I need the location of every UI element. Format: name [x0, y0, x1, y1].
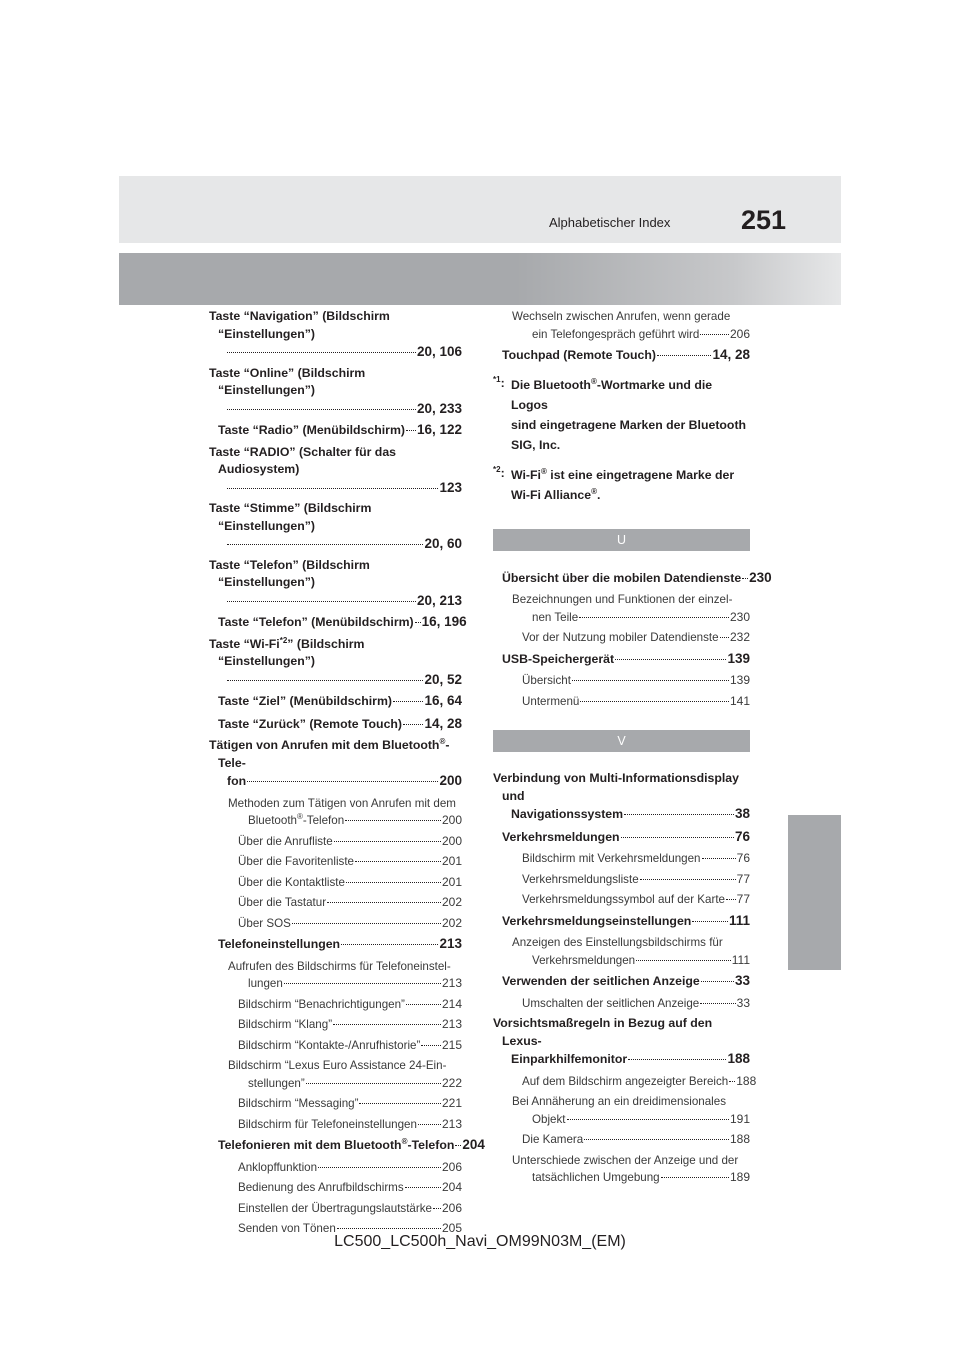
index-entry[interactable]: Taste “Stimme” (Bildschirm “Einstellungen”) 20, 60 [209, 501, 462, 551]
index-subentry[interactable]: Über die Kontaktliste 201 [238, 874, 462, 889]
header-gradient-band [119, 253, 841, 305]
footnote: $^{*2}$: Wi-Fi® ist eine eingetragene Marke der Wi-Fi Alliance®. [493, 464, 735, 502]
chapter-thumb-tab [788, 815, 841, 970]
index-subentry[interactable]: Bildschirm “Messaging” 221 [238, 1096, 462, 1110]
index-subentry[interactable]: Über SOS 202 [238, 915, 462, 930]
footnote: $^{*1}$: Die Bluetooth®-Wortmarke und die Logos sind eingetragene Marken der Bluetooth SIG, Inc. [493, 374, 747, 452]
index-subentry[interactable]: Bildschirm “Lexus Euro Assistance 24-Ein- stellungen” 222 [228, 1059, 462, 1090]
index-subentry[interactable]: Bezeichnungen und Funktionen der einzel- nen Teile 230 [512, 593, 750, 624]
index-entry[interactable]: Taste “Zurück” (Remote Touch) 14, 28 [218, 715, 462, 731]
index-subentry[interactable]: Bildschirm “Klang” 213 [238, 1017, 462, 1031]
index-column-left [209, 308, 485, 1241]
index-column-right [493, 308, 772, 1190]
index-subentry[interactable]: Übersicht 139 [522, 673, 750, 687]
index-subentry[interactable]: Bedienung des Anrufbildschirms 204 [238, 1180, 462, 1194]
index-subentry[interactable]: Aufrufen des Bildschirms für Telefoneinstel- lungen 213 [228, 959, 462, 990]
header-band [119, 176, 841, 243]
page-number: 251 [741, 205, 787, 235]
index-subentry[interactable]: Senden von Tönen 205 [238, 1221, 462, 1235]
index-entry[interactable]: Taste “Navigation” (Bildschirm “Einstellungen”) 20, 106 [209, 309, 462, 359]
index-subentry[interactable]: Einstellen der Übertragungslautstärke 206 [238, 1200, 462, 1215]
index-subentry[interactable]: Über die Anrufliste 200 [238, 833, 462, 848]
index-entry[interactable]: Taste “Telefon” (Bildschirm “Einstellungen”) 20, 213 [209, 557, 462, 608]
letter-heading-u: U [493, 529, 750, 551]
index-subentry[interactable]: Bei Annäherung an ein dreidimensionales Objekt 191 [512, 1095, 750, 1126]
index-subentry[interactable]: Bildschirm “Kontakte-/Anrufhistorie” 215 [238, 1037, 462, 1052]
index-subentry[interactable]: Anklopffunktion 206 [238, 1159, 462, 1174]
index-subentry[interactable]: Methoden zum Tätigen von Anrufen mit dem Bluetooth®-Telefon 200 [228, 796, 462, 827]
index-subentry[interactable]: Anzeigen des Einstellungsbildschirms für Verkehrsmeldungen 111 [512, 936, 750, 967]
index-entry[interactable]: Vorsichtsmaßregeln in Bezug auf den Lexus- Einparkhilfemonitor 188 [493, 1016, 750, 1066]
index-entry[interactable]: USB-Speichergerät 139 [502, 650, 750, 666]
index-entry[interactable]: Telefoneinstellungen 213 [218, 936, 462, 951]
index-entry[interactable]: Verkehrsmeldungen 76 [502, 828, 750, 844]
index-subentry[interactable]: Unterschiede zwischen der Anzeige und der tatsächlichen Umgebung 189 [512, 1153, 750, 1184]
index-subentry[interactable]: Bildschirm “Benachrichtigungen” 214 [238, 996, 462, 1011]
index-subentry[interactable]: Untermenü 141 [522, 693, 750, 708]
index-subentry[interactable]: Auf dem Bildschirm angezeigter Bereich 188 [522, 1073, 757, 1088]
index-entry[interactable]: Touchpad (Remote Touch) 14, 28 [502, 347, 750, 362]
index-subentry[interactable]: Über die Favoritenliste 201 [238, 854, 462, 868]
index-entry[interactable]: Tätigen von Anrufen mit dem Bluetooth®-Tele- fon 200 [209, 736, 462, 788]
index-subentry[interactable]: Bildschirm mit Verkehrsmeldungen 76 [522, 851, 750, 865]
index-subentry[interactable]: Verkehrsmeldungsliste 77 [522, 871, 750, 886]
index-entry[interactable]: Verwenden der seitlichen Anzeige 33 [502, 973, 750, 988]
index-subentry[interactable]: Bildschirm für Telefoneinstellungen 213 [238, 1116, 462, 1131]
index-subentry[interactable]: Umschalten der seitlichen Anzeige 33 [522, 995, 750, 1010]
index-entry[interactable]: Taste “Telefon” (Menübildschirm) 16, 196 [218, 614, 467, 629]
index-entry[interactable]: Telefonieren mit dem Bluetooth®-Telefon 204 [218, 1136, 485, 1152]
index-entry[interactable]: Taste “Radio” (Menübildschirm) 16, 122 [218, 422, 462, 437]
index-entry[interactable]: Übersicht über die mobilen Datendienste 230 [502, 569, 772, 585]
index-entry[interactable]: Taste “Wi-Fi$^{*2}$” (Bildschirm “Einstellungen”) 20, 52 [209, 635, 462, 687]
index-subentry[interactable]: Die Kamera 188 [522, 1132, 750, 1146]
index-subentry[interactable]: Vor der Nutzung mobiler Datendienste 232 [522, 630, 750, 644]
index-subentry[interactable]: Wechseln zwischen Anrufen, wenn gerade ein Telefongespräch geführt wird 206 [512, 310, 750, 341]
index-entry[interactable]: Taste “Ziel” (Menübildschirm) 16, 64 [218, 693, 462, 708]
index-subentry[interactable]: Über die Tastatur 202 [238, 895, 462, 909]
index-entry[interactable]: Verbindung von Multi-Informationsdisplay und Navigationssystem 38 [493, 771, 750, 821]
section-title: Alphabetischer Index [549, 215, 671, 230]
index-entry[interactable]: Taste “RADIO” (Schalter für das Audiosystem) 123 [209, 444, 462, 495]
index-entry[interactable]: Taste “Online” (Bildschirm “Einstellungen”) 20, 233 [209, 365, 462, 416]
index-entry[interactable]: Verkehrsmeldungseinstellungen 111 [502, 912, 750, 928]
index-subentry[interactable]: Verkehrsmeldungssymbol auf der Karte 77 [522, 892, 750, 906]
document-code: LC500_LC500h_Navi_OM99N03M_(EM) [334, 1233, 626, 1250]
letter-heading-v: V [493, 730, 750, 752]
